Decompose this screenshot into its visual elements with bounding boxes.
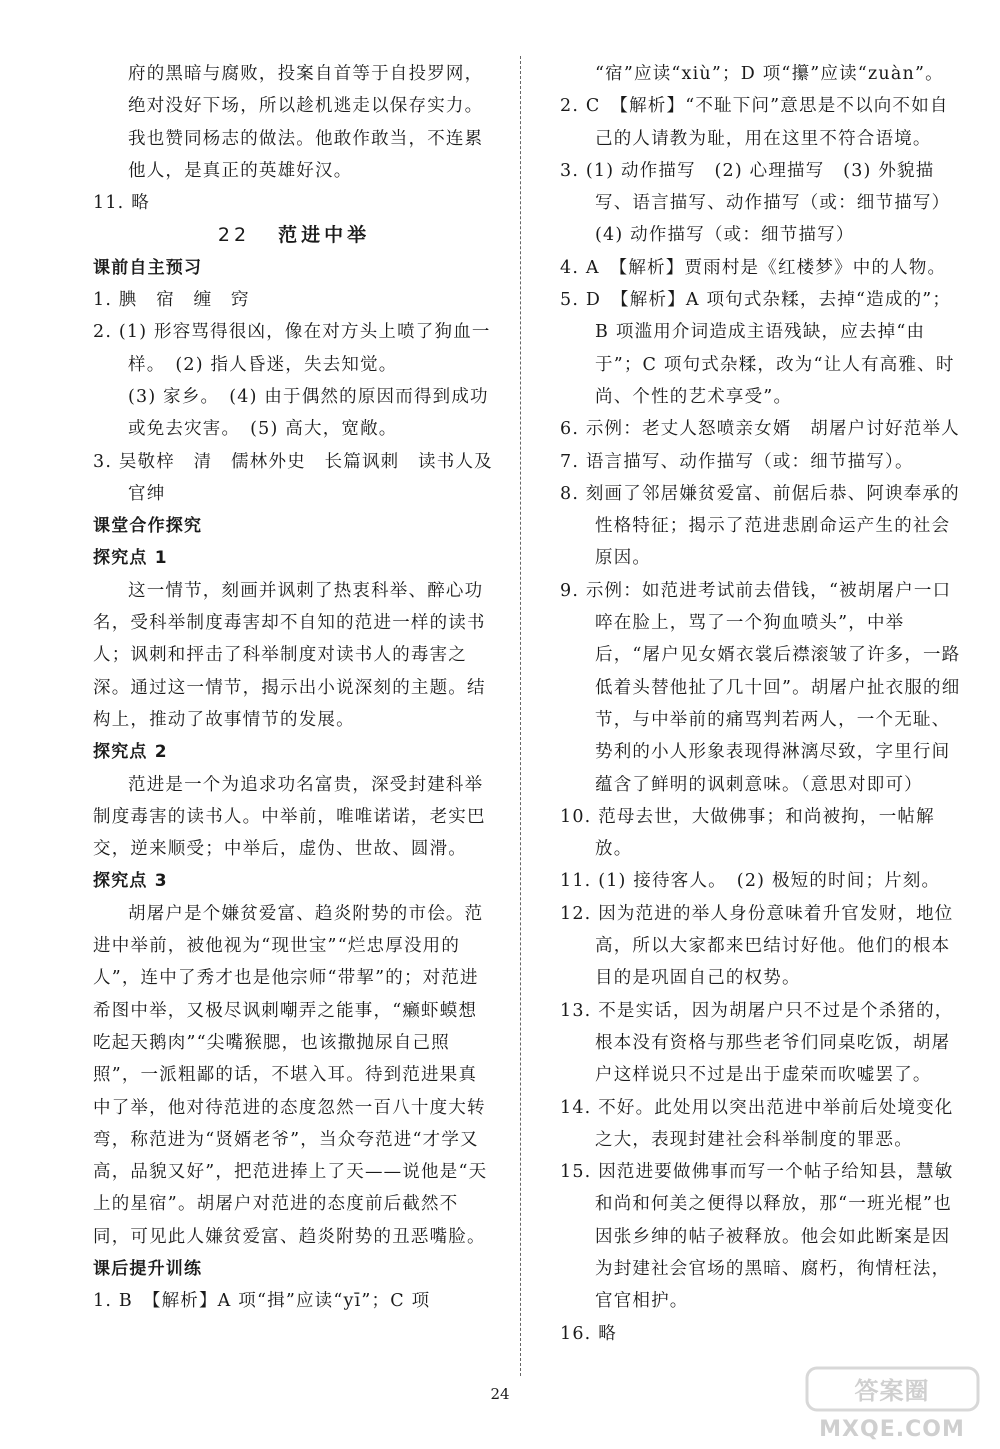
explore-point-2-label: 探究点 2 — [93, 742, 168, 763]
watermark-logo — [805, 1366, 980, 1441]
lesson-title — [93, 219, 495, 251]
page-number: 24 — [490, 1385, 510, 1403]
post-answer-5: 5. D 【解析】A 项句式杂糅，去掉“造成的”；B 项滥用介词造成主语残缺，应去掉“由于”；C 项句式杂糅，改为“让人有高雅、时尚、个性的艺术享受”。 — [560, 290, 955, 407]
post-answer-15: 15. 因范进要做佛事而写一个帖子给知县，慧敏和尚和何美之便得以释放，那“一班光棍”也因张乡绅的帖子被释放。他会如此断案是因为封建社会官场的黑暗、腐朽，徇情枉法，官官相护。 — [560, 1162, 954, 1312]
post-answer-10: 10. 范母去世，大做佛事；和尚被拘，一帖解放。 — [560, 806, 935, 860]
preview-answer-3: 3. 吴敬梓 清 儒林外史 长篇讽刺 读书人及官绅 — [93, 451, 493, 504]
explore-point-1-text: 这一情节，刻画并讽刺了热衷科举、醉心功名，受科举制度毒害却不自知的范进一样的读书人；讽刺和抨击了科举制度对读书人的毒害之深。通过这一情节，揭示出小说深刻的主题。结构上，推动了故事情节的发展。 — [93, 580, 486, 730]
explore-point-1-label: 探究点 1 — [93, 548, 168, 569]
text-line: 府的黑暗与腐败，投案自首等于自投罗网， — [128, 64, 484, 84]
left-column — [93, 58, 495, 1318]
post-answer-1-continued: “宿”应读“xiù”；D 项“攥”应读“zuàn”。 — [595, 64, 944, 84]
post-answer-2: 2. C 【解析】“不耻下问”意思是不以向不如自己的人请教为耻，用在这里不符合语境。 — [560, 96, 949, 149]
section-heading-classroom: 课堂合作探究 — [93, 516, 203, 537]
watermark-site: MXQE.COM — [819, 1417, 965, 1441]
explore-point-3-text: 胡屠户是个嫌贫爱富、趋炎附势的市侩。范进中举前，被他视为“现世宝”“烂忠厚没用的人”，连中了秀才也是他宗师“带挈”的；对范进希图中举，又极尽讽刺嘲弄之能事，“癞虾蟆想吃起天鹅肉”“尖嘴猴腮，也该撒抛尿自己照照”，一派粗鄙的话，不堪入耳。待到范进果真中了举，他对待范进的态度忽然一百八十度大转弯，称范进为“贤婿老爷”，当众夸范进“才学又高，品貌又好”，把范进捧上了天——说他是“天上的星宿”。胡屠户对范进的态度前后截然不同，可见此人嫌贫爱富、趋炎附势的丑恶嘴脸。 — [93, 903, 488, 1247]
post-answer-13: 13. 不是实话，因为胡屠户只不过是个杀猪的，根本没有资格与那些老爷们同桌吃饭，胡屠户这样说只不过是出于虚荣而吹嘘罢了。 — [560, 1000, 954, 1086]
post-answer-4: 4. A 【解析】贾雨村是《红楼梦》中的人物。 — [560, 257, 947, 278]
explore-point-3-label: 探究点 3 — [93, 871, 168, 892]
section-heading-preview: 课前自主预习 — [93, 257, 203, 278]
answer-11: 11. 略 — [93, 193, 150, 214]
post-answer-3b: (4) 动作描写（或：细节描写） — [595, 225, 855, 246]
post-answer-12: 12. 因为范进的举人身份意味着升官发财，地位高，所以大家都来巴结讨好他。他们的根本目的是巩固自己的权势。 — [560, 903, 954, 989]
preview-answer-2b: (3) 家乡。 (4) 由于偶然的原因而得到成功或免去灾害。 (5) 高大，宽敞。 — [128, 386, 489, 440]
post-answer-9: 9. 示例：如范进考试前去借钱，“被胡屠户一口啐在脸上，骂了一个狗血喷头”，中举后，“屠户见女婿衣裳后襟滚皱了许多，一路低着头替他扯了几十回”。胡屠户扯衣服的细节，与中举前的痛骂判若两人，一个无耻、势利的小人形象表现得淋漓尽致，字里行间蕴含了鲜明的讽刺意味。（意思对即可） — [560, 580, 961, 795]
preview-answer-2: 2. (1) 形容骂得很凶，像在对方头上喷了狗血一样。 (2) 指人昏迷，失去知觉。 — [93, 322, 491, 375]
section-heading-after-class: 课后提升训练 — [93, 1258, 203, 1279]
lesson-number: 22 — [217, 224, 251, 247]
explore-point-2-text: 范进是一个为追求功名富贵，深受封建科举制度毒害的读书人。中举前，唯唯诺诺，老实巴交，逆来顺受；中举后，虚伪、世故、圆滑。 — [93, 774, 486, 860]
lesson-name: 范进中举 — [278, 224, 371, 247]
post-answer-8: 8. 刻画了邻居嫌贫爱富、前倨后恭、阿谀奉承的性格特征；揭示了范进悲剧命运产生的社会原因。 — [560, 483, 960, 569]
post-answer-6: 6. 示例：老丈人怒喷亲女婿 胡屠户讨好范举人 — [560, 419, 960, 440]
post-answer-7: 7. 语言描写、动作描写（或：细节描写）。 — [560, 451, 914, 472]
preview-answer-1: 1. 腆 宿 缠 窍 — [93, 290, 250, 311]
watermark-logo-text: 答案圈 — [854, 1377, 930, 1405]
post-answer-3: 3. (1) 动作描写 (2) 心理描写 (3) 外貌描写、语言描写、动作描写（或：细节描写） — [560, 160, 951, 214]
text-line: 我也赞同杨志的做法。他敢作敢当，不连累 — [128, 128, 484, 149]
right-column — [560, 58, 962, 1350]
text-line: 绝对没好下场，所以趁机逃走以保存实力。 — [128, 96, 484, 117]
post-answer-1: 1. B 【解析】A 项“揖”应读“yī”；C 项 — [93, 1291, 431, 1312]
text-line: 他人，是真正的英雄好汉。 — [128, 160, 353, 181]
column-divider — [520, 56, 521, 1376]
post-answer-16: 16. 略 — [560, 1323, 617, 1344]
post-answer-11: 11. (1) 接待客人。 (2) 极短的时间；片刻。 — [560, 871, 941, 892]
post-answer-14: 14. 不好。此处用以突出范进中举前后处境变化之大，表现封建社会科举制度的罪恶。 — [560, 1097, 954, 1150]
